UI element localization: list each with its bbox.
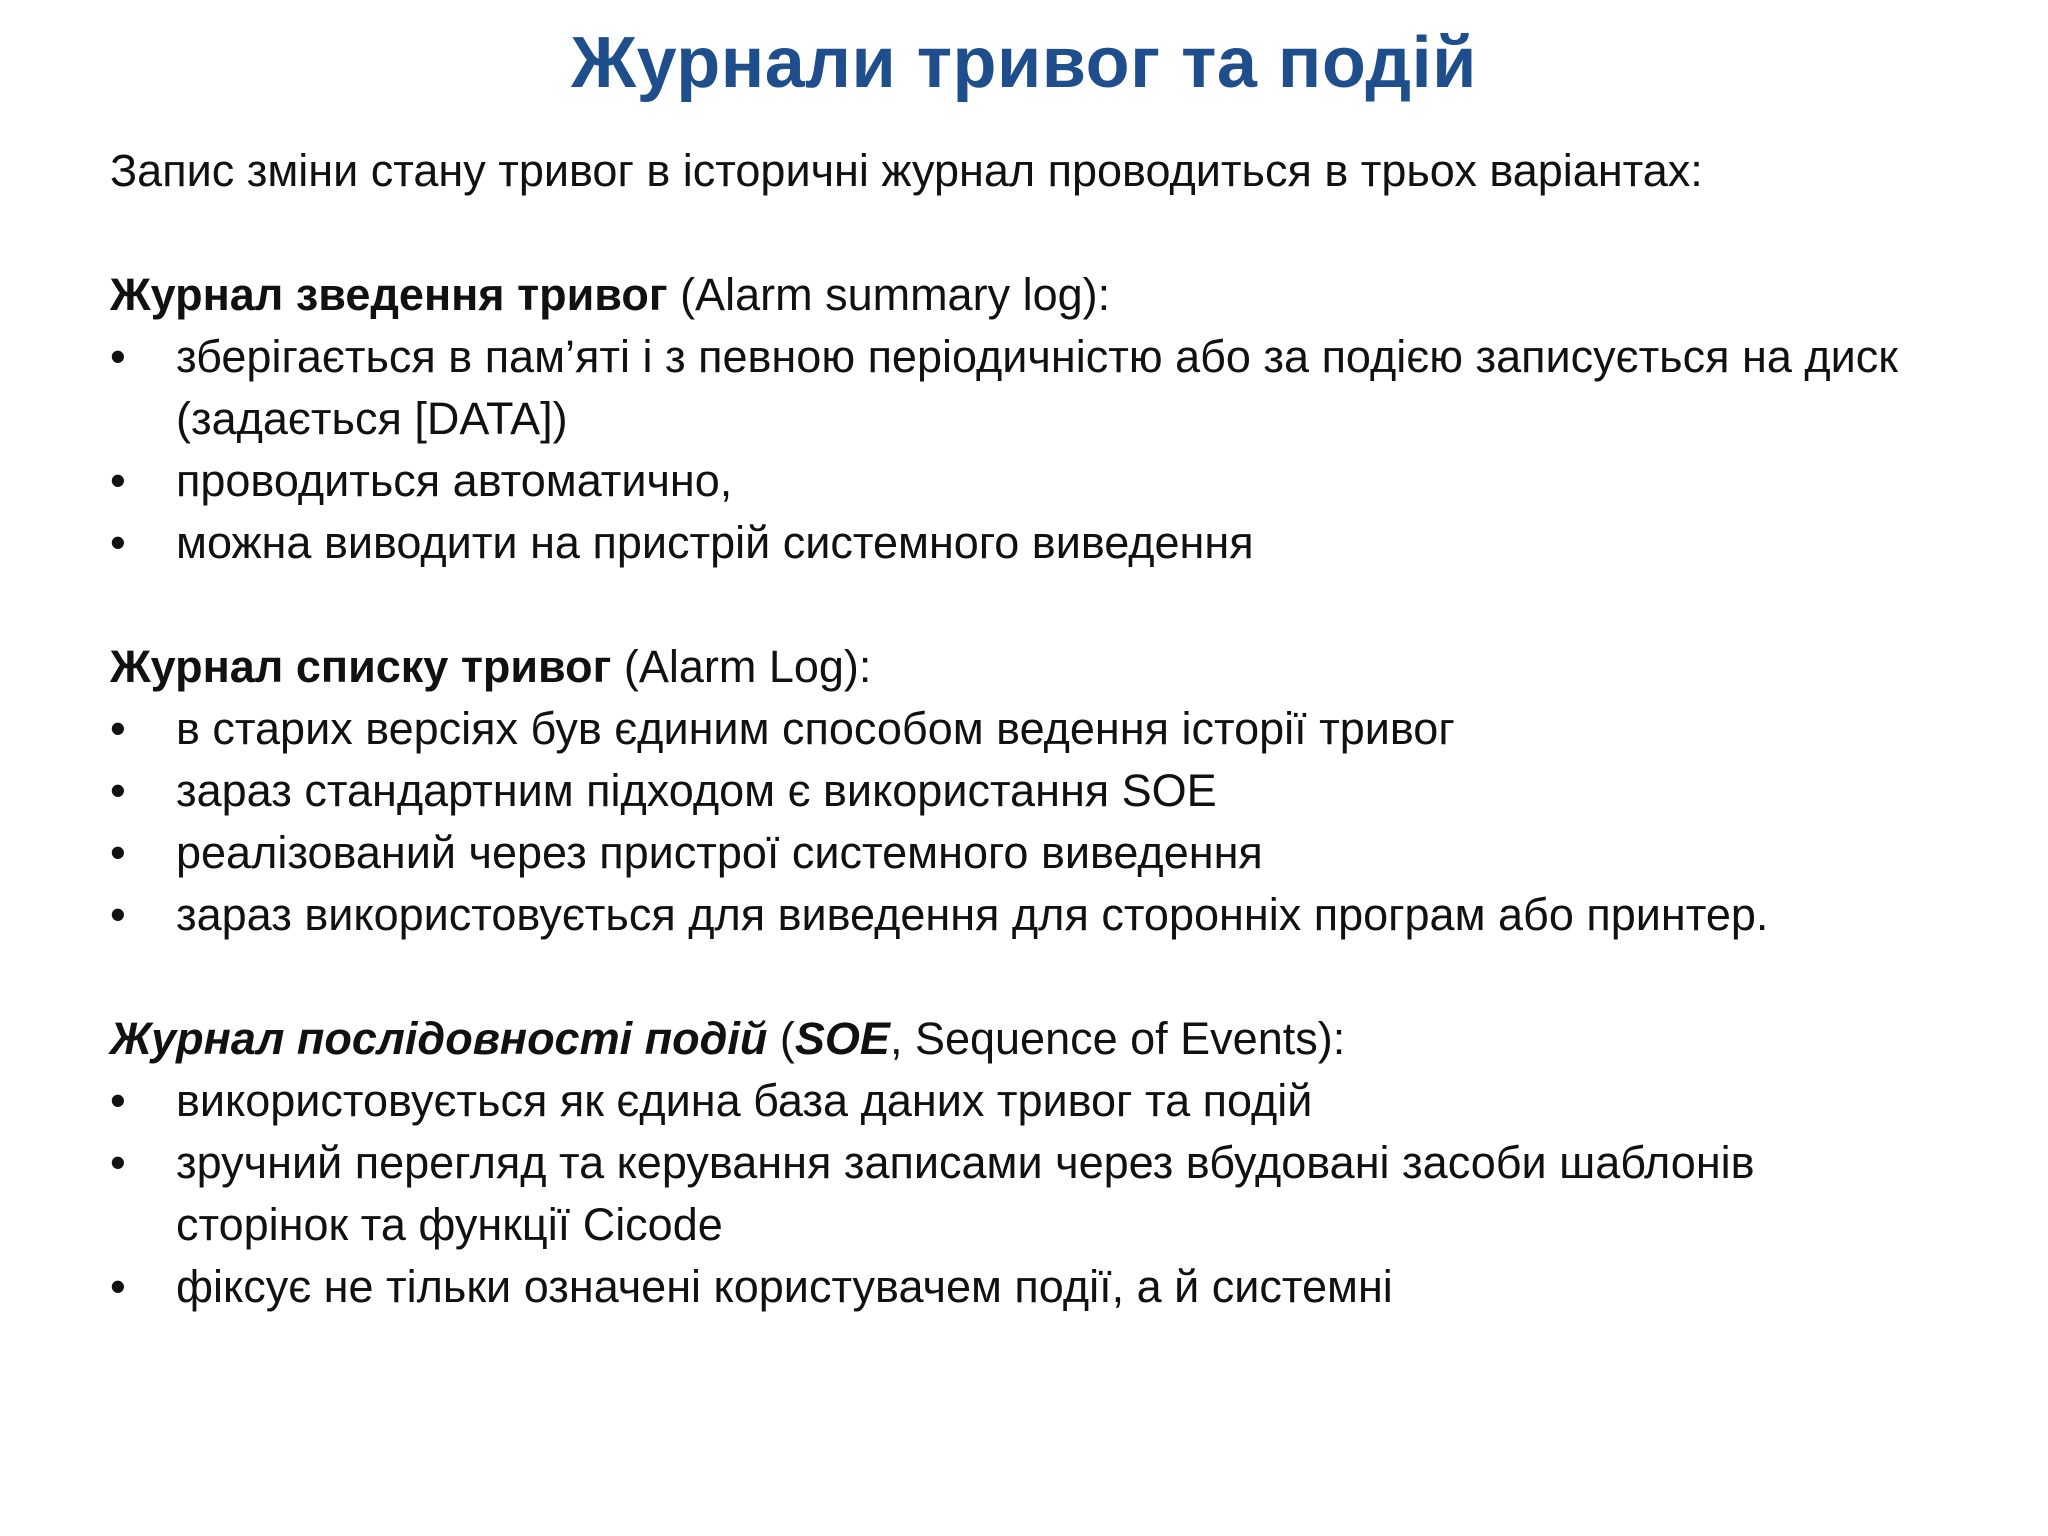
bullet-icon: • (110, 889, 126, 940)
list-item-text: реалізований через пристрої системного виведення (176, 827, 1263, 878)
bullet-list (110, 1070, 1930, 1318)
section-heading-main: Журнал послідовності подій (110, 1013, 768, 1064)
section-alarm-summary-log (110, 264, 1930, 574)
slide-content (110, 140, 1930, 1380)
list-item (110, 884, 1930, 946)
intro-text: Запис зміни стану тривог в історичні журнал проводиться в трьох варіантах: (110, 145, 1703, 196)
section-heading (110, 636, 1930, 698)
bullet-list (110, 698, 1930, 946)
list-item (110, 326, 1930, 450)
section-alarm-log (110, 636, 1930, 946)
section-heading-abbr: SOE (794, 1013, 890, 1064)
slide-title: Журнали тривог та подій (571, 23, 1477, 103)
list-item-text: зараз використовується для виведення для сторонніх програм або принтер. (176, 889, 1769, 940)
bullet-icon: • (110, 1137, 126, 1188)
bullet-icon: • (110, 1075, 126, 1126)
section-heading-rest: (Alarm Log): (611, 641, 872, 692)
bullet-list (110, 326, 1930, 574)
section-sequence-of-events (110, 1008, 1930, 1318)
list-item-text: фіксує не тільки означені користувачем події, а й системні (176, 1261, 1393, 1312)
list-item-text: можна виводити на пристрій системного виведення (176, 517, 1254, 568)
list-item (110, 760, 1930, 822)
section-heading-main: Журнал зведення тривог (110, 269, 668, 320)
list-item (110, 1256, 1930, 1318)
list-item (110, 822, 1930, 884)
list-item (110, 450, 1930, 512)
list-item-text: зберігається в пам’яті і з певною періодичністю або за подією записується на диск (задається [DATA]) (176, 331, 1898, 444)
bullet-icon: • (110, 331, 126, 382)
bullet-icon: • (110, 827, 126, 878)
list-item-text: проводиться автоматично, (176, 455, 733, 506)
list-item-text: в старих версіях був єдиним способом ведення історії тривог (176, 703, 1455, 754)
section-heading-rest: , Sequence of Events): (889, 1013, 1346, 1064)
list-item-text: зараз стандартним підходом є використання SOE (176, 765, 1217, 816)
bullet-icon: • (110, 455, 126, 506)
bullet-icon: • (110, 765, 126, 816)
bullet-icon: • (110, 517, 126, 568)
section-heading-rest: (Alarm summary log): (667, 269, 1111, 320)
section-heading-open: ( (767, 1013, 795, 1064)
bullet-icon: • (110, 703, 126, 754)
list-item (110, 698, 1930, 760)
section-heading (110, 264, 1930, 326)
bullet-icon: • (110, 1261, 126, 1312)
list-item (110, 1132, 1930, 1256)
section-heading (110, 1008, 1930, 1070)
list-item (110, 1070, 1930, 1132)
list-item-text: зручний перегляд та керування записами через вбудовані засоби шаблонів сторінок та функції Cicode (176, 1137, 1755, 1250)
list-item (110, 512, 1930, 574)
section-heading-main: Журнал списку тривог (110, 641, 612, 692)
list-item-text: використовується як єдина база даних тривог та подій (176, 1075, 1313, 1126)
